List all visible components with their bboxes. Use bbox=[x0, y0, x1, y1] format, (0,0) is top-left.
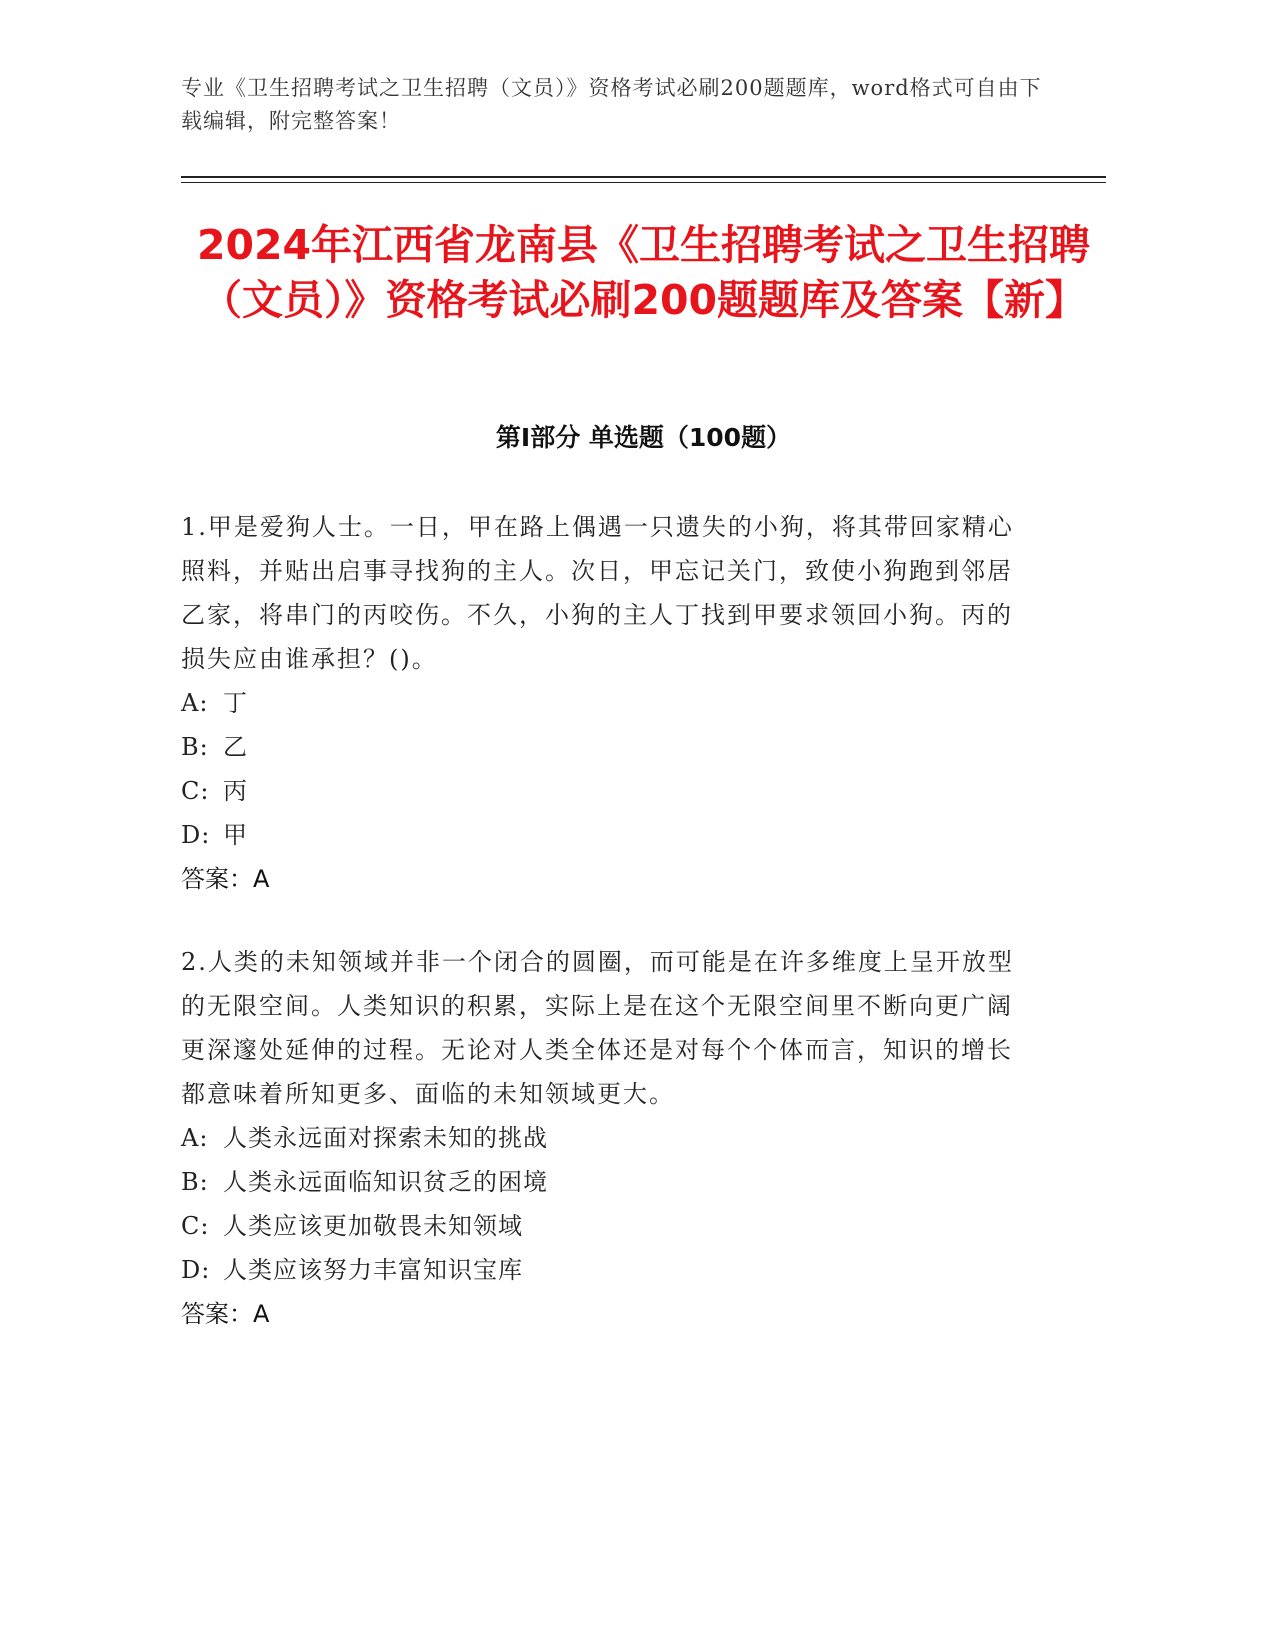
option-c bbox=[181, 769, 1021, 813]
option-text: 人类应该更加敬畏未知领域 bbox=[223, 1212, 523, 1240]
option-key: B: bbox=[181, 733, 209, 761]
option-d bbox=[181, 813, 1021, 857]
option-a bbox=[181, 681, 1021, 725]
option-key: D: bbox=[181, 821, 211, 849]
section-title: 第I部分 单选题（100题） bbox=[495, 423, 792, 452]
option-key: D: bbox=[181, 1256, 211, 1284]
option-text: 丁 bbox=[223, 689, 248, 717]
header-note: 专业《卫生招聘考试之卫生招聘（文员）》资格考试必刷200题题库，word格式可自由下载编辑，附完整答案！ bbox=[181, 76, 1042, 133]
answer-line: 答案：A bbox=[181, 865, 270, 893]
option-text: 丙 bbox=[223, 777, 248, 805]
option-key: A: bbox=[181, 689, 209, 717]
option-key: C: bbox=[181, 1212, 210, 1240]
option-a bbox=[181, 1116, 1021, 1160]
option-text: 人类永远面临知识贫乏的困境 bbox=[223, 1168, 548, 1196]
option-text: 甲 bbox=[223, 821, 248, 849]
header-divider bbox=[181, 176, 1106, 183]
option-key: C: bbox=[181, 777, 210, 805]
option-key: B: bbox=[181, 1168, 209, 1196]
question-stem: 2.人类的未知领域并非一个闭合的圆圈，而可能是在许多维度上呈开放型的无限空间。人类知识的积累，实际上是在这个无限空间里不断向更广阔更深邃处延伸的过程。无论对人类全体还是对每个个体而言，知识的增长都意味着所知更多、面临的未知领域更大。 bbox=[181, 948, 1014, 1108]
option-d bbox=[181, 1248, 1021, 1292]
option-key: A: bbox=[181, 1124, 209, 1152]
document-title: 2024年江西省龙南县《卫生招聘考试之卫生招聘（文员）》资格考试必刷200题题库及答案【新】 bbox=[196, 221, 1091, 324]
option-text: 人类应该努力丰富知识宝库 bbox=[223, 1256, 523, 1284]
option-text: 乙 bbox=[223, 733, 248, 761]
question-1 bbox=[181, 505, 1021, 901]
question-2 bbox=[181, 940, 1021, 1336]
option-c bbox=[181, 1204, 1021, 1248]
option-text: 人类永远面对探索未知的挑战 bbox=[223, 1124, 548, 1152]
question-stem: 1.甲是爱狗人士。一日，甲在路上偶遇一只遗失的小狗，将其带回家精心照料，并贴出启事寻找狗的主人。次日，甲忘记关门，致使小狗跑到邻居乙家，将串门的丙咬伤。不久，小狗的主人丁找到甲要求领回小狗。丙的损失应由谁承担？()。 bbox=[181, 513, 1014, 673]
answer-line: 答案：A bbox=[181, 1300, 270, 1328]
option-b bbox=[181, 1160, 1021, 1204]
option-b bbox=[181, 725, 1021, 769]
